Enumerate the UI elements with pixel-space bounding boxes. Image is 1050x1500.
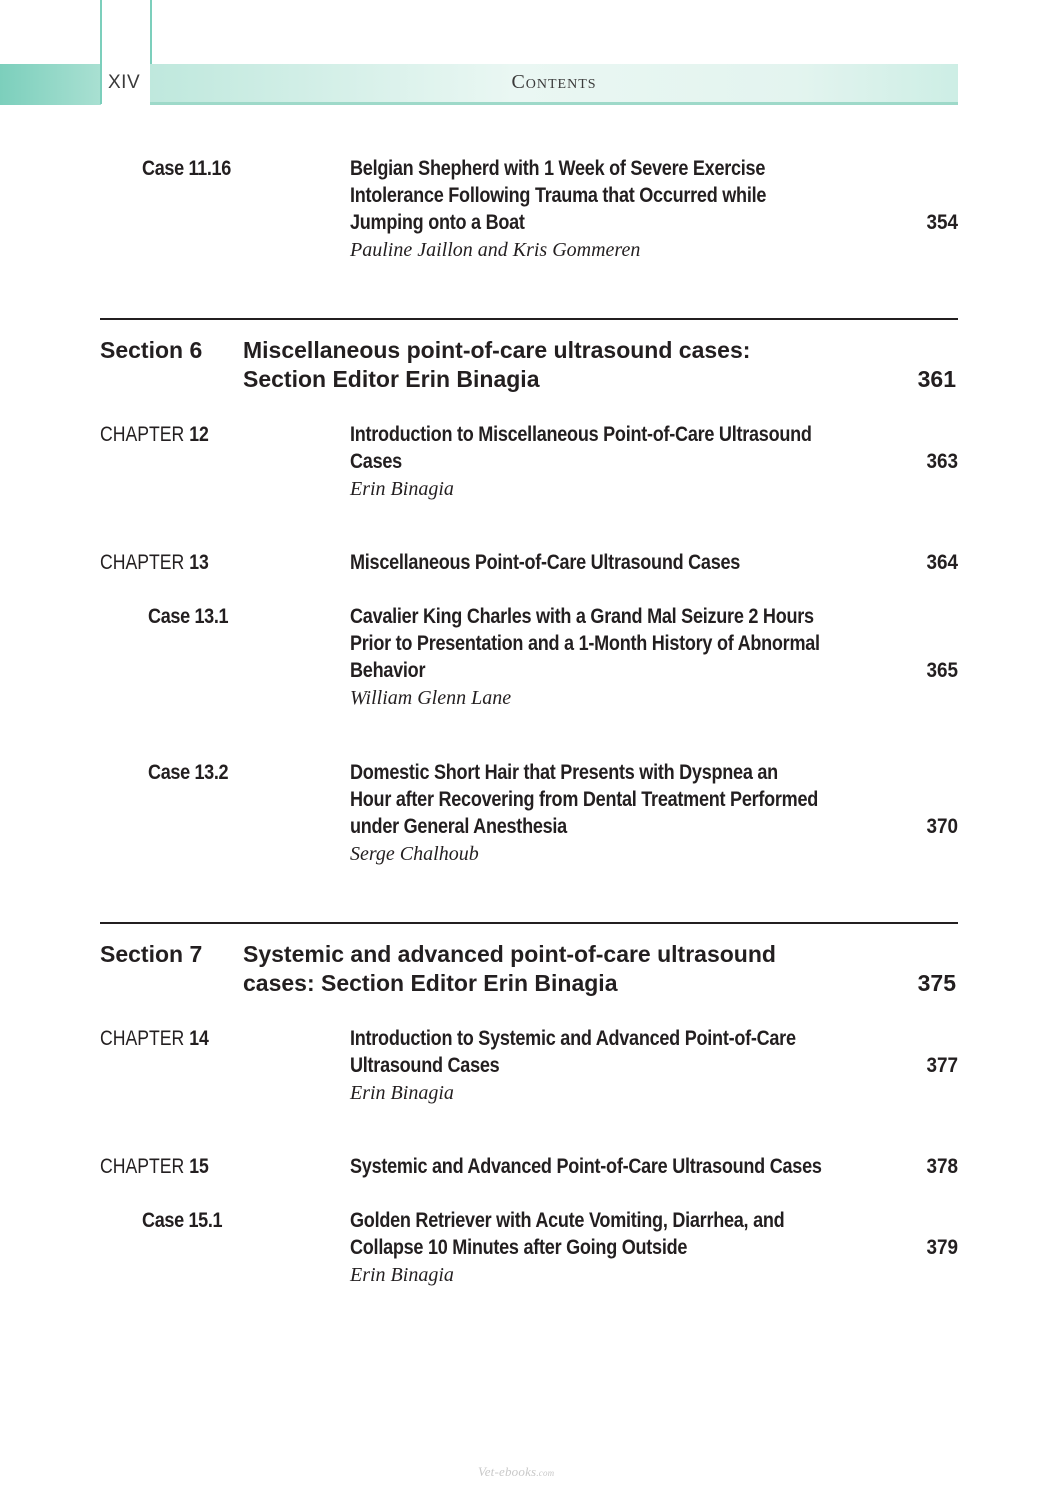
chapter-number: 12 <box>189 423 209 446</box>
title-line: Prior to Presentation and a 1-Month History of Abnormal <box>350 632 820 655</box>
entry-title <box>350 549 849 576</box>
case-label: Case 13.1 <box>148 605 229 628</box>
watermark-logo <box>478 1464 554 1480</box>
title-line: Domestic Short Hair that Presents with Dyspnea an <box>350 761 778 784</box>
entry-title <box>350 421 849 475</box>
chapter-label <box>100 549 209 576</box>
title-line: Cavalier King Charles with a Grand Mal Seizure 2 Hours <box>350 605 814 628</box>
title-line: Miscellaneous Point-of-Care Ultrasound Cases <box>350 551 741 574</box>
title-line: Section Editor Erin Binagia <box>243 366 540 392</box>
watermark-name: Vet-ebooks <box>478 1464 537 1479</box>
chapter-label <box>100 421 209 448</box>
title-line: Systemic and advanced point-of-care ultrasound <box>243 941 776 967</box>
chapter-word: CHAPTER <box>100 1155 185 1178</box>
section-divider <box>100 318 958 320</box>
entry-author: Erin Binagia <box>350 478 454 500</box>
title-line: Jumping onto a Boat <box>350 211 525 234</box>
chapter-word: CHAPTER <box>100 1027 185 1050</box>
title-line: Hour after Recovering from Dental Treatment Performed <box>350 788 819 811</box>
case-label: Case 13.2 <box>148 761 229 784</box>
page-number: 363 <box>926 450 958 473</box>
page-number: 364 <box>926 551 958 574</box>
entry-title <box>350 1025 849 1079</box>
title-line: under General Anesthesia <box>350 815 567 838</box>
header-accent-tab <box>0 64 101 105</box>
title-line: Ultrasound Cases <box>350 1054 500 1077</box>
title-line: Miscellaneous point-of-care ultrasound cases: <box>243 337 751 363</box>
chapter-label <box>100 1025 209 1052</box>
entry-title <box>350 603 849 684</box>
chapter-number: 14 <box>189 1027 209 1050</box>
title-line: Introduction to Systemic and Advanced Point-of-Care <box>350 1027 796 1050</box>
page-number: 370 <box>926 815 958 838</box>
page-number: 365 <box>926 659 958 682</box>
section-title <box>243 940 883 998</box>
section-divider <box>100 922 958 924</box>
title-line: Introduction to Miscellaneous Point-of-Care Ultrasound <box>350 423 812 446</box>
running-title: Contents <box>511 71 597 93</box>
chapter-word: CHAPTER <box>100 423 185 446</box>
entry-title <box>350 1207 849 1261</box>
title-line: cases: Section Editor Erin Binagia <box>243 970 618 996</box>
entry-author: William Glenn Lane <box>350 687 512 709</box>
entry-author: Pauline Jaillon and Kris Gommeren <box>350 239 641 261</box>
case-label: Case 15.1 <box>142 1209 223 1232</box>
title-line: Collapse 10 Minutes after Going Outside <box>350 1236 688 1259</box>
chapter-label <box>100 1153 209 1180</box>
title-line: Golden Retriever with Acute Vomiting, Diarrhea, and <box>350 1209 785 1232</box>
chapter-number: 15 <box>189 1155 209 1178</box>
title-line: Systemic and Advanced Point-of-Care Ultrasound Cases <box>350 1155 822 1178</box>
title-line: Intolerance Following Trauma that Occurred while <box>350 184 767 207</box>
entry-title <box>350 759 849 840</box>
entry-title <box>350 1153 849 1180</box>
chapter-word: CHAPTER <box>100 551 185 574</box>
entry-author: Serge Chalhoub <box>350 843 479 865</box>
page-number: 377 <box>926 1054 958 1077</box>
case-label: Case 11.16 <box>142 157 231 180</box>
entry-title <box>350 155 849 236</box>
page-folio: XIV <box>108 72 141 93</box>
section-label: Section 7 <box>100 941 203 967</box>
title-line: Cases <box>350 450 402 473</box>
page-number: 375 <box>917 970 956 996</box>
page-number: 361 <box>917 366 956 392</box>
title-line: Belgian Shepherd with 1 Week of Severe Exercise <box>350 157 766 180</box>
chapter-number: 13 <box>189 551 209 574</box>
section-title <box>243 336 883 394</box>
watermark-tld: .com <box>536 1468 555 1478</box>
title-line: Behavior <box>350 659 426 682</box>
page-number: 378 <box>926 1155 958 1178</box>
section-label: Section 6 <box>100 337 203 363</box>
page-number: 379 <box>926 1236 958 1259</box>
entry-author: Erin Binagia <box>350 1082 454 1104</box>
entry-author: Erin Binagia <box>350 1264 454 1286</box>
page-number: 354 <box>926 211 958 234</box>
